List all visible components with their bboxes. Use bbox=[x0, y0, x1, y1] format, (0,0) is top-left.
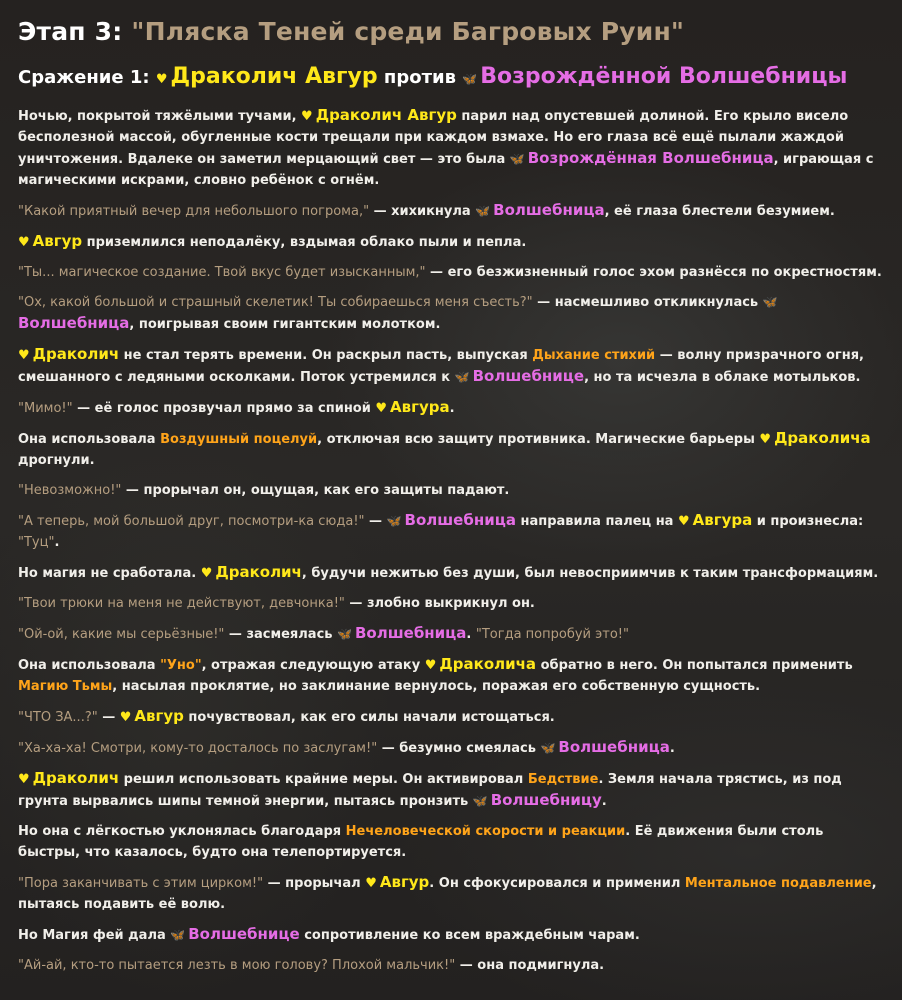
narration-text: , пытаясь подавить её волю. bbox=[18, 876, 877, 912]
narration-text: — прорычал bbox=[263, 876, 366, 891]
speech-quote: "Ох, какой большой и страшный скелетик! Ты собираешься меня съесть?" bbox=[18, 295, 533, 310]
narration-text: Она использовала bbox=[18, 432, 161, 447]
story-paragraph bbox=[18, 593, 884, 614]
story-paragraph bbox=[18, 654, 884, 697]
sorceress-name: Волшебница bbox=[18, 314, 130, 332]
narration-text: — засмеялась bbox=[224, 627, 338, 642]
speech-quote: "Какой приятный вечер для небольшого погрома," bbox=[18, 204, 370, 219]
narration-text: Она использовала bbox=[18, 658, 161, 673]
narration-text: — его безжизненный голос эхом разнёсся по окрестностям. bbox=[425, 265, 882, 280]
speech-quote: "Ха-ха-ха! Смотри, кому-то досталось по заслугам!" bbox=[18, 741, 378, 756]
story-paragraph bbox=[18, 428, 884, 471]
yellow-heart-icon: ♥ bbox=[119, 710, 132, 725]
dracolich-name: Авгура bbox=[692, 511, 753, 529]
narration-text: сопротивление ко всем враждебным чарам. bbox=[299, 928, 640, 943]
butterfly-icon: 🦋 bbox=[170, 928, 186, 942]
narration-text: и произнесла: bbox=[752, 514, 864, 529]
story-paragraph bbox=[18, 480, 884, 501]
story-paragraph bbox=[18, 292, 884, 335]
narration-text: — прорычал он, ощущая, как его защиты падают. bbox=[121, 483, 510, 498]
narration-text: . bbox=[669, 741, 675, 756]
narration-text: , поигрывая своим гигантским молотком. bbox=[129, 317, 441, 332]
narration-text: — безумно смеялась bbox=[377, 741, 541, 756]
stage-title bbox=[18, 14, 884, 50]
stage-name: "Пляска Теней среди Багровых Руин" bbox=[131, 17, 685, 46]
narration-text: не стал терять времени. Он раскрыл пасть, выпуская bbox=[119, 348, 533, 363]
story-paragraph bbox=[18, 200, 884, 222]
narration-text: направила палец на bbox=[515, 514, 678, 529]
narration-text: . Он сфокусировался и применил bbox=[429, 876, 685, 891]
narration-text: — хихикнула bbox=[369, 204, 476, 219]
speech-quote: "Мимо!" bbox=[18, 401, 73, 416]
yellow-heart-icon: ♥ bbox=[301, 109, 313, 124]
story-paragraph bbox=[18, 105, 884, 191]
story-paragraph bbox=[18, 821, 884, 863]
narration-text: решил использовать крайние меры. Он активировал bbox=[119, 772, 528, 787]
story-paragraph bbox=[18, 623, 884, 645]
sorceress-name: Волшебница bbox=[404, 511, 516, 529]
narration-text: дрогнули. bbox=[18, 453, 95, 468]
story-paragraph bbox=[18, 706, 884, 728]
story-paragraph bbox=[18, 768, 884, 812]
narration-text: — волну призрачного огня, смешанного с ледяными осколками. Поток устремился к bbox=[18, 348, 864, 385]
narration-text: , отключая всю защиту противника. Магические барьеры bbox=[317, 432, 760, 447]
dracolich-name: Авгур bbox=[32, 232, 83, 250]
butterfly-icon: 🦋 bbox=[472, 794, 488, 808]
story-paragraph bbox=[18, 397, 884, 419]
story-paragraph bbox=[18, 955, 884, 976]
narration-text: Но она с лёгкостью уклонялась благодаря bbox=[18, 824, 346, 839]
narration-text: — bbox=[97, 710, 120, 725]
sorceress-name: Волшебница bbox=[493, 201, 605, 219]
narration-text: , её глаза блестели безумием. bbox=[604, 204, 835, 219]
narration-text: . bbox=[601, 794, 607, 809]
speech-quote: "Твои трюки на меня не действуют, девчонка!" bbox=[18, 596, 345, 611]
versus-label: против bbox=[383, 67, 457, 88]
narration-text: . bbox=[54, 535, 60, 550]
narration-text: , насылая проклятие, но заклинание вернулось, поражая его собственную сущность. bbox=[112, 679, 761, 694]
butterfly-icon: 🦋 bbox=[540, 741, 556, 755]
story-paragraph bbox=[18, 872, 884, 915]
yellow-heart-icon: ♥ bbox=[759, 432, 772, 447]
sorceress-name: Волшебница bbox=[558, 738, 670, 756]
dracolich-name: Авгура bbox=[390, 398, 450, 416]
speech-quote: "Пора заканчивать с этим цирком!" bbox=[18, 876, 264, 891]
stage-prefix: Этап 3: bbox=[18, 17, 123, 46]
butterfly-icon: 🦋 bbox=[475, 204, 491, 218]
battle-prefix: Сражение 1: bbox=[18, 67, 150, 88]
yellow-heart-icon: ♥ bbox=[677, 514, 690, 529]
yellow-heart-icon: ♥ bbox=[18, 772, 30, 787]
sorceress-name: Волшебнице bbox=[472, 367, 585, 385]
speech-quote: "Ой-ой, какие мы серьёзные!" bbox=[18, 627, 225, 642]
story-body bbox=[18, 105, 884, 976]
narration-text: , играющая с магическими искрами, словно ребёнок с огнём. bbox=[18, 152, 874, 188]
narration-text: приземлился неподалёку, вздымая облако пыли и пепла. bbox=[82, 235, 527, 250]
skill-name: "Уно" bbox=[160, 658, 202, 673]
yellow-heart-icon: ♥ bbox=[18, 348, 30, 363]
speech-quote: "Ты... магическое создание. Твой вкус будет изысканным," bbox=[18, 265, 426, 280]
story-paragraph bbox=[18, 231, 884, 253]
dracolich-name: Драколич Авгур bbox=[315, 106, 457, 124]
skill-name: Нечеловеческой скорости и реакции bbox=[345, 824, 626, 839]
skill-name: Ментальное подавление bbox=[684, 876, 872, 891]
speech-quote: "Невозможно!" bbox=[18, 483, 122, 498]
dracolich-name: Драколич bbox=[215, 563, 302, 581]
speech-quote: "А теперь, мой большой друг, посмотри-ка сюда!" bbox=[18, 514, 365, 529]
yellow-heart-icon: ♥ bbox=[155, 72, 168, 87]
narration-text: — она подмигнула. bbox=[455, 958, 605, 973]
narration-text: Ночью, покрытой тяжёлыми тучами, bbox=[18, 109, 302, 124]
narration-text: Но магия не сработала. bbox=[18, 566, 201, 581]
dracolich-name: Драколич bbox=[32, 769, 120, 787]
yellow-heart-icon: ♥ bbox=[424, 658, 437, 673]
narration-text: обратно в него. Он попытался применить bbox=[536, 658, 853, 673]
narration-text: , отражая следующую атаку bbox=[201, 658, 425, 673]
fighter-sorceress: Возрождённой Волшебницы bbox=[480, 64, 848, 89]
skill-name: Магию Тьмы bbox=[18, 679, 113, 694]
dracolich-name: Авгур bbox=[134, 707, 184, 725]
dracolich-name: Драколич bbox=[32, 345, 120, 363]
story-paragraph bbox=[18, 924, 884, 946]
yellow-heart-icon: ♥ bbox=[365, 876, 377, 891]
skill-name: Воздушный поцелуй bbox=[160, 432, 318, 447]
narration-text: почувствовал, как его силы начали истощаться. bbox=[183, 710, 555, 725]
sorceress-name: Волшебнице bbox=[188, 925, 300, 943]
sorceress-name: Волшебницу bbox=[490, 791, 602, 809]
narration-text: — злобно выкрикнул он. bbox=[344, 596, 535, 611]
narration-text: — её голос прозвучал прямо за спиной bbox=[72, 401, 376, 416]
yellow-heart-icon: ♥ bbox=[375, 401, 388, 416]
speech-quote: "ЧТО ЗА...?" bbox=[18, 710, 98, 725]
story-paragraph bbox=[18, 562, 884, 584]
narration-text: . Её движения были столь быстры, что казалось, будто она телепортируется. bbox=[18, 824, 824, 860]
narration-text: — bbox=[364, 514, 387, 529]
butterfly-icon: 🦋 bbox=[762, 295, 778, 309]
narration-text: парил над опустевшей долиной. Его крыло висело бесполезной массой, обугленные кости трещали при каждом взмахе. Но его глаза всё ещё пылали жаждой уничтожения. Вдалеке он заметил мерцающий свет — это была bbox=[18, 109, 849, 167]
story-paragraph bbox=[18, 510, 884, 553]
yellow-heart-icon: ♥ bbox=[18, 235, 30, 250]
butterfly-icon: 🦋 bbox=[509, 152, 525, 166]
butterfly-icon: 🦋 bbox=[386, 514, 402, 528]
speech-quote: "Тогда попробуй это!" bbox=[475, 627, 629, 642]
fighter-dracolich: Драколич Авгур bbox=[170, 64, 378, 89]
narration-text: , будучи нежитью без души, был невосприимчив к таким трансформациям. bbox=[301, 566, 879, 581]
dracolich-name: Авгур bbox=[379, 873, 430, 891]
butterfly-icon: 🦋 bbox=[337, 627, 352, 641]
story-paragraph bbox=[18, 737, 884, 759]
story-paragraph bbox=[18, 262, 884, 283]
narration-text: . bbox=[449, 401, 455, 416]
speech-quote: "Туц" bbox=[18, 535, 55, 550]
sorceress-name: Возрождённая Волшебница bbox=[527, 149, 774, 167]
skill-name: Бедствие bbox=[527, 772, 599, 787]
dracolich-name: Драколича bbox=[774, 429, 871, 447]
battle-title bbox=[18, 66, 884, 91]
sorceress-name: Волшебница bbox=[354, 624, 467, 642]
butterfly-icon: 🦋 bbox=[454, 370, 470, 384]
dracolich-name: Драколича bbox=[439, 655, 537, 673]
narration-text: — насмешливо откликнулась bbox=[532, 295, 763, 310]
butterfly-icon: 🦋 bbox=[462, 72, 478, 86]
story-paragraph bbox=[18, 344, 884, 388]
yellow-heart-icon: ♥ bbox=[200, 566, 213, 581]
narration-text: . bbox=[466, 627, 476, 642]
speech-quote: "Ай-ай, кто-то пытается лезть в мою голову? Плохой мальчик!" bbox=[18, 958, 456, 973]
skill-name: Дыхание стихий bbox=[532, 348, 656, 363]
narration-text: . Земля начала трястись, из под грунта вырвались шипы темной энергии, пытаясь пронзить bbox=[18, 772, 842, 809]
narration-text: Но Магия фей дала bbox=[18, 928, 171, 943]
narration-text: , но та исчезла в облаке мотыльков. bbox=[584, 370, 861, 385]
